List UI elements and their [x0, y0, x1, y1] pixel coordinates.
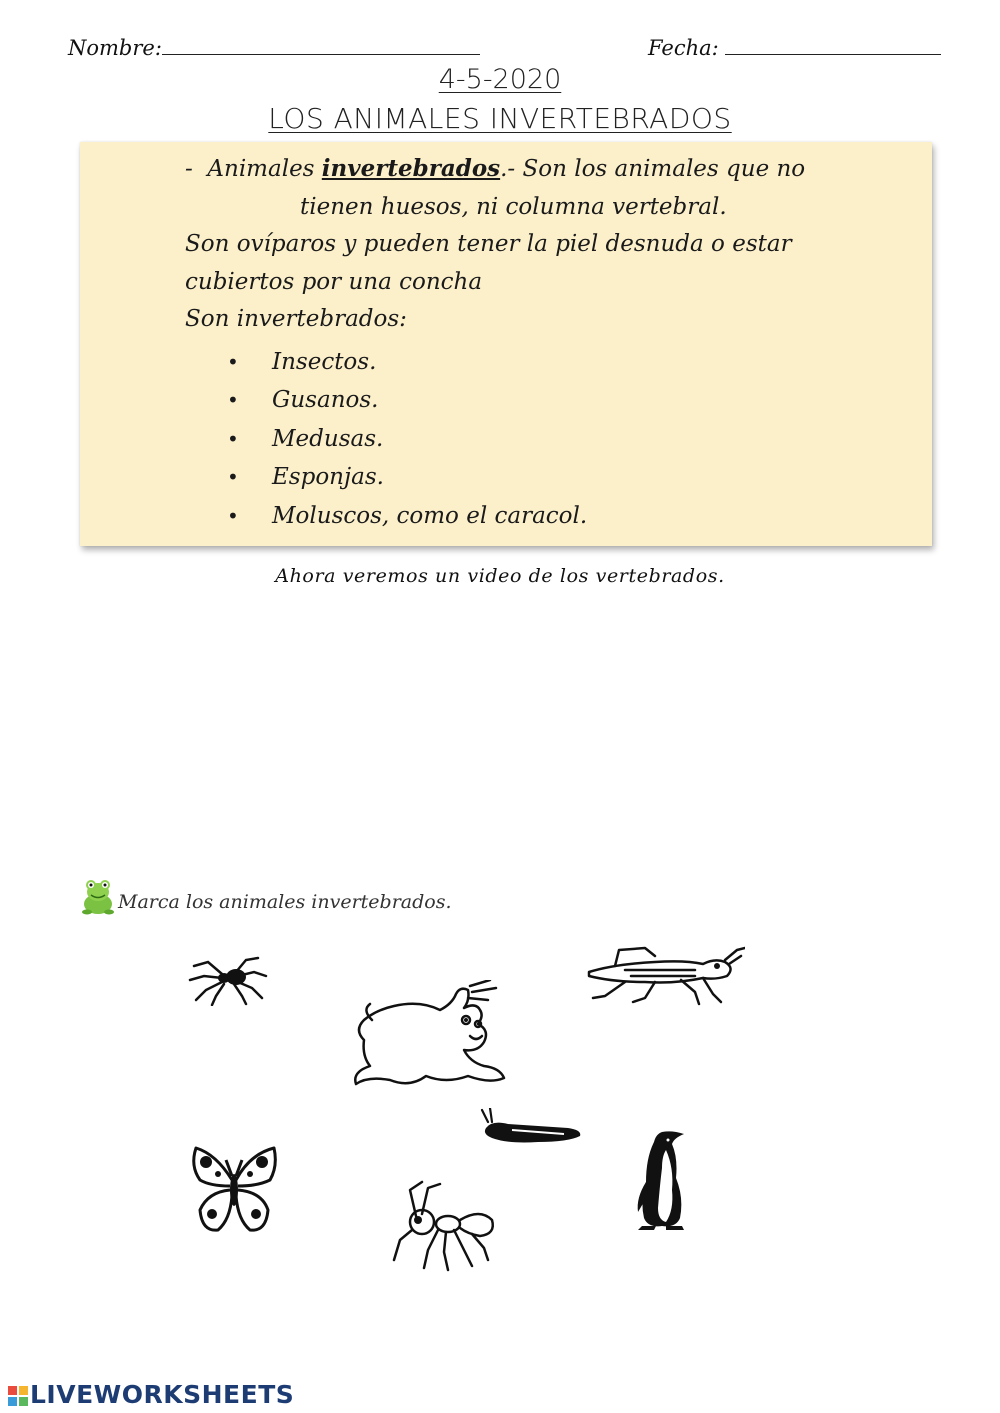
liveworksheets-icon — [8, 1386, 28, 1406]
rabbit-image[interactable] — [350, 980, 510, 1090]
worksheet-date: 4-5-2020 — [438, 64, 562, 95]
date-field[interactable] — [648, 34, 941, 60]
examples-list — [185, 343, 892, 536]
video-note: Ahora veremos un video de los vertebrados. — [275, 565, 725, 587]
list-item: • Medusas. — [227, 425, 384, 452]
exercise-label: Marca los animales invertebrados. — [118, 891, 452, 913]
page-title: LOS ANIMALES INVERTEBRADOS — [268, 102, 732, 135]
date-label: Fecha: — [648, 36, 719, 60]
frog-icon — [80, 876, 116, 916]
list-item: • Gusanos. — [227, 387, 379, 413]
definition-line-1: - Animales invertebrados.- Son los animales que no — [185, 155, 806, 182]
brand-logo — [8, 1380, 294, 1409]
penguin-image[interactable] — [632, 1128, 692, 1232]
definition-line-4: cubiertos por una concha — [185, 268, 483, 295]
date-blank-line[interactable] — [725, 34, 941, 55]
brand-name: LIVEWORKSHEETS — [30, 1380, 295, 1409]
ant-image[interactable] — [388, 1180, 500, 1272]
invertebrados-term: invertebrados — [321, 155, 501, 182]
slug-image[interactable] — [478, 1108, 584, 1148]
definition-line-2: tienen huesos, ni columna vertebral. — [300, 193, 727, 220]
name-field[interactable] — [68, 34, 480, 60]
grasshopper-image[interactable] — [585, 946, 745, 1006]
butterfly-image[interactable] — [188, 1140, 280, 1236]
definition-box — [80, 142, 932, 546]
definition-line-5: Son invertebrados: — [185, 306, 407, 332]
definition-line-3: Son ovíparos y pueden tener la piel desnuda o estar — [185, 231, 792, 257]
exercise-instruction — [80, 876, 452, 916]
name-blank-line[interactable] — [162, 34, 480, 55]
list-item: • Insectos. — [227, 348, 377, 375]
spider-image[interactable] — [188, 950, 268, 1006]
name-label: Nombre: — [68, 36, 162, 60]
list-item: • Esponjas. — [227, 464, 384, 490]
list-item: • Moluscos, como el caracol. — [227, 502, 588, 529]
